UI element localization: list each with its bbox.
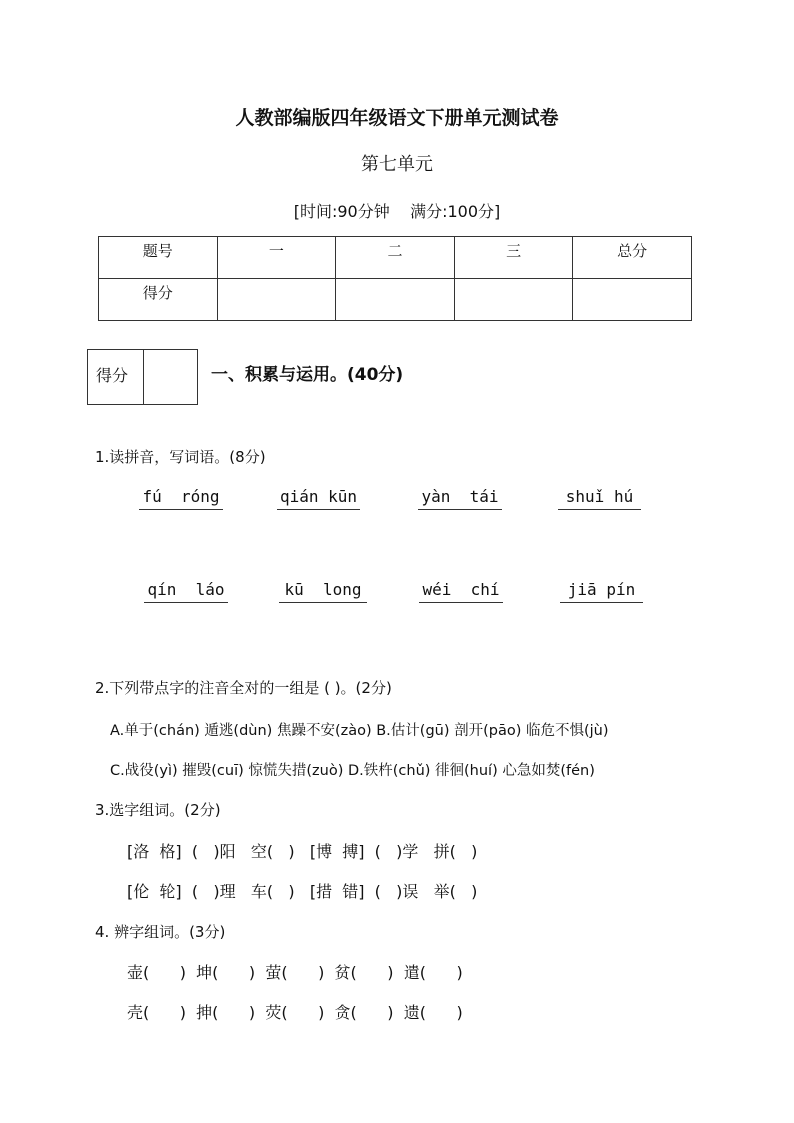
question-2-options-line: C.战役(yì) 摧毁(cuī) 惊慌失措(zuò) D.铁杵(chǔ) 徘徊(huí) 心急如焚(fén) bbox=[110, 763, 595, 779]
question-4-line: 壳( ) 抻( ) 荧( ) 贪( ) 遗( ) bbox=[127, 1003, 463, 1022]
score-table-header: 二 bbox=[336, 237, 455, 279]
score-cell[interactable] bbox=[336, 279, 455, 321]
score-table-header: 题号 bbox=[99, 237, 218, 279]
unit-title: 第七单元 bbox=[361, 154, 433, 175]
question-2-label: 2.下列带点字的注音全对的一组是 ( )。(2分) bbox=[95, 679, 392, 697]
page-title: 人教部编版四年级语文下册单元测试卷 bbox=[235, 107, 559, 129]
score-cell[interactable] bbox=[217, 279, 336, 321]
pinyin-item: yàn tái bbox=[418, 487, 502, 510]
question-3-line: [洛 格] ( )阳 空( ) [博 搏] ( )学 拼( ) bbox=[127, 842, 478, 861]
pinyin-item: shuǐ hú bbox=[558, 487, 641, 510]
pinyin-item: wéi chí bbox=[419, 580, 503, 603]
question-2-options-line: A.单于(chán) 遁逃(dùn) 焦躁不安(zào) B.估计(gū) 剖开(pāo) 临危不惧(jù) bbox=[110, 723, 609, 739]
score-row-label: 得分 bbox=[99, 279, 218, 321]
pinyin-item: kū long bbox=[279, 580, 367, 603]
score-table-header: 一 bbox=[217, 237, 336, 279]
section-score-label: 得分 bbox=[96, 366, 129, 385]
score-table-header: 总分 bbox=[573, 237, 692, 279]
score-cell[interactable] bbox=[454, 279, 573, 321]
score-table-header: 三 bbox=[454, 237, 573, 279]
pinyin-item: fú róng bbox=[139, 487, 223, 510]
pinyin-item: qián kūn bbox=[277, 487, 360, 510]
question-3-line: [伦 轮] ( )理 车( ) [措 错] ( )误 举( ) bbox=[127, 882, 478, 901]
pinyin-item: qín láo bbox=[144, 580, 228, 603]
question-4-line: 壶( ) 坤( ) 萤( ) 贫( ) 遣( ) bbox=[127, 963, 463, 982]
section-score-divider bbox=[143, 350, 144, 404]
time-info: [时间:90分钟 满分:100分] bbox=[293, 202, 501, 221]
section-title: 一、积累与运用。(40分) bbox=[211, 365, 404, 385]
score-table bbox=[98, 236, 692, 321]
question-4-label: 4. 辨字组词。(3分) bbox=[95, 923, 226, 941]
question-1-label: 1.读拼音，写词语。(8分) bbox=[95, 448, 266, 466]
section-score-box bbox=[87, 349, 198, 405]
score-cell[interactable] bbox=[573, 279, 692, 321]
question-3-label: 3.选字组词。(2分) bbox=[95, 801, 221, 819]
score-table-header-row bbox=[99, 237, 692, 279]
score-table-score-row bbox=[99, 279, 692, 321]
pinyin-item: jiā pín bbox=[560, 580, 643, 603]
